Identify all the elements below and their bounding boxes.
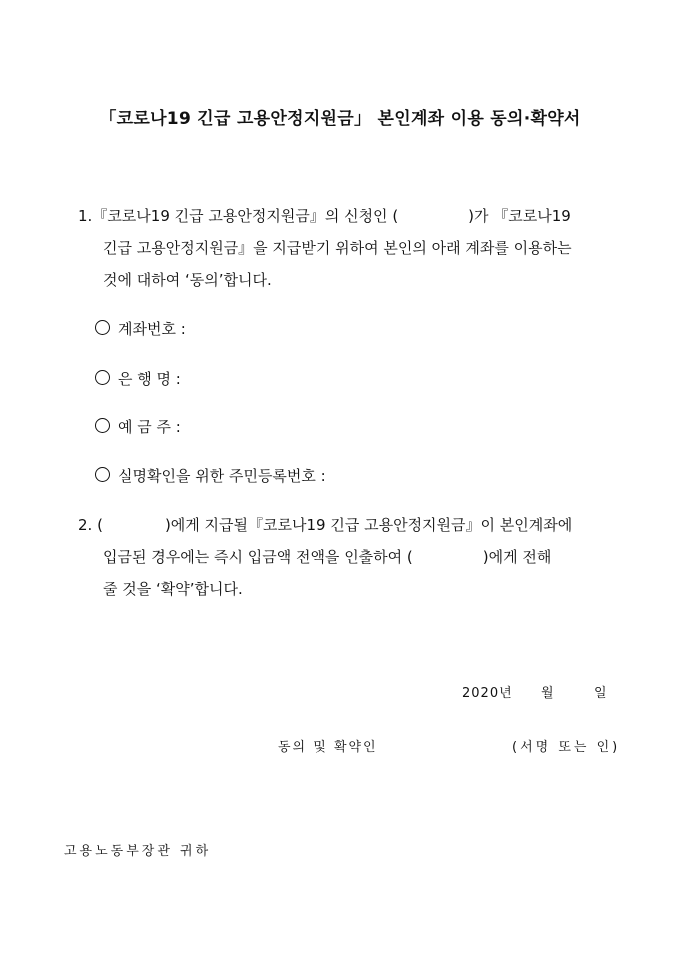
document-title: 「코로나19 긴급 고용안정지원금」 본인계좌 이용 동의·확약서 <box>99 109 581 129</box>
field-resident-number <box>95 465 326 486</box>
field-label: 은 행 명 : <box>118 370 181 388</box>
item2-line2 <box>103 546 551 567</box>
circle-bullet-icon <box>95 370 110 385</box>
addressee: 고용노동부장관 귀하 <box>64 844 212 859</box>
circle-bullet-icon <box>95 467 110 482</box>
item1-number: 1. <box>78 207 93 225</box>
date-year: 2020년 <box>462 686 513 701</box>
item2-text-d: )에게 전해 <box>482 548 552 566</box>
item1-line2: 긴급 고용안정지원금』을 지급받기 위하여 본인의 아래 계좌를 이용하는 <box>103 239 572 257</box>
item1-text-a: 『코로나19 긴급 고용안정지원금』의 신청인 ( <box>92 207 399 225</box>
item2-line3: 줄 것을 ‘확약’합니다. <box>103 580 243 598</box>
date-month: 월 <box>541 686 555 701</box>
item2-text-b: )에게 지급될『코로나19 긴급 고용안정지원금』이 본인계좌에 <box>164 516 573 534</box>
item1-line1 <box>78 205 571 226</box>
item2-number: 2. <box>78 516 93 534</box>
field-bank-name <box>95 368 181 389</box>
item1-line3: 것에 대하여 ‘동의’합니다. <box>103 271 272 289</box>
field-label: 예 금 주 : <box>118 418 181 436</box>
date-day: 일 <box>594 686 608 701</box>
item2-text-c: 입금된 경우에는 즉시 입금액 전액을 인출하여 ( <box>103 548 413 566</box>
signature-note: (서명 또는 인) <box>512 740 621 755</box>
circle-bullet-icon <box>95 418 110 433</box>
field-account-number <box>95 318 186 339</box>
field-label: 계좌번호 : <box>118 320 186 338</box>
field-label: 실명확인을 위한 주민등록번호 : <box>118 467 326 485</box>
item1-text-b: )가 『코로나19 <box>468 207 571 225</box>
field-account-holder <box>95 416 181 437</box>
consent-signer-label: 동의 및 확약인 <box>278 740 378 755</box>
item2-line1 <box>78 514 572 535</box>
circle-bullet-icon <box>95 320 110 335</box>
item2-text-a: ( <box>97 516 103 534</box>
